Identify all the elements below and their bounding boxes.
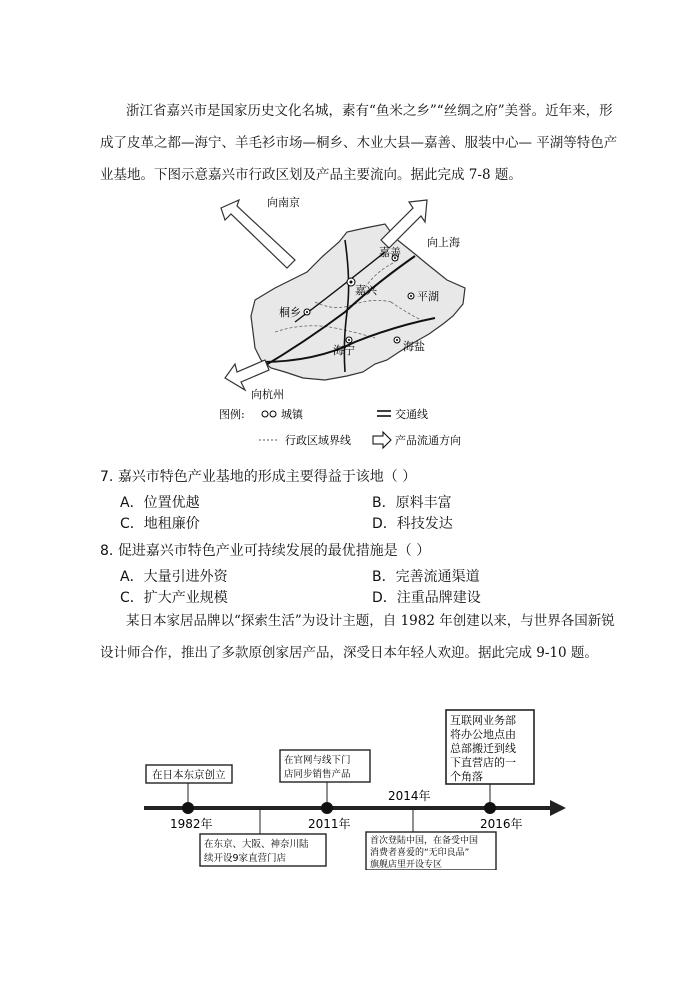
label-hangzhou: 向杭州 bbox=[251, 388, 284, 401]
legend-flow-icon bbox=[373, 432, 391, 448]
q7-option-b: B．原料丰富 bbox=[372, 495, 452, 511]
event-2011-line2: 店同步销售产品 bbox=[284, 769, 351, 780]
jiaxing-map bbox=[215, 192, 495, 450]
label-shanghai: 向上海 bbox=[427, 236, 460, 249]
intro2-paragraph: 某日本家居品牌以“探索生活”为设计主题，自 1982 年创建以来，与世界各国新锐设计师合作，推出了多款原创家居产品，深受日本年轻人欢迎。据此完成 9-10 题。 bbox=[100, 613, 615, 661]
town-jiaxing: 嘉兴 bbox=[355, 284, 377, 297]
town-jiashan: 嘉善 bbox=[379, 246, 401, 259]
event-sub-line1: 在东京、大阪、神奈川陆 bbox=[204, 839, 309, 850]
event-2016-line3: 总部搬迁到线 bbox=[450, 742, 516, 755]
legend-boundary: 行政区域界线 bbox=[285, 434, 351, 447]
legend-flow: 产品流通方向 bbox=[395, 434, 461, 447]
legend-road-icon bbox=[377, 411, 391, 416]
question-text: 嘉兴市特色产业基地的形成主要得益于该地（ ） bbox=[117, 469, 417, 485]
q7-option-c: C．地租廉价 bbox=[120, 516, 200, 532]
event-2016-line1: 互联网业务部 bbox=[450, 714, 516, 727]
town-haining: 海宁 bbox=[333, 344, 355, 357]
event-2011-line1: 在官网与线下门 bbox=[284, 755, 351, 766]
year-1982: 1982年 bbox=[170, 817, 213, 831]
legend-town: 城镇 bbox=[281, 408, 303, 421]
legend-title: 图例: bbox=[219, 408, 245, 421]
year-2014: 2014年 bbox=[388, 789, 431, 803]
town-pinghu: 平湖 bbox=[417, 290, 439, 303]
intro-paragraph: 浙江省嘉兴市是国家历史文化名城，素有“鱼米之乡”“丝绸之府”美誉。近年来，形成了皮革之都—海宁、羊毛衫市场—桐乡、木业大县—嘉善、服装中心— 平湖等特色产业基地。下图示意嘉兴市行政区划及产品主要流向。据此完成 7-8 题。 bbox=[100, 103, 618, 183]
q8-option-c: C．扩大产业规模 bbox=[120, 590, 228, 606]
arrow-shanghai bbox=[381, 200, 427, 248]
marker-2011 bbox=[321, 802, 333, 814]
marker-2016 bbox=[484, 802, 496, 814]
event-2014-line2: 消费者喜爱的“无印良品” bbox=[370, 848, 470, 858]
q7-option-d: D．科技发达 bbox=[372, 516, 453, 532]
legend-town-icon bbox=[262, 411, 268, 417]
q8-option-b: B．完善流通渠道 bbox=[372, 569, 480, 585]
marker-1982 bbox=[182, 802, 194, 814]
timeline-arrow-head bbox=[550, 800, 566, 816]
arrow-hangzhou bbox=[225, 360, 269, 390]
question-number: 8. bbox=[100, 543, 114, 559]
question-text: 促进嘉兴市特色产业可持续发展的最优措施是（ ） bbox=[117, 543, 431, 559]
brand-timeline bbox=[130, 700, 570, 870]
year-2011: 2011年 bbox=[308, 817, 351, 831]
event-2014-line1: 首次登陆中国，在备受中国 bbox=[370, 836, 479, 846]
question-7 bbox=[100, 466, 600, 486]
event-2014-line3: 旗舰店里开设专区 bbox=[370, 860, 443, 870]
label-nanjing: 向南京 bbox=[267, 196, 300, 209]
event-1982: 在日本东京创立 bbox=[152, 769, 226, 781]
question-8 bbox=[100, 540, 600, 560]
town-tongxiang: 桐乡 bbox=[279, 306, 301, 319]
event-sub-line2: 续开设9家直营门店 bbox=[204, 853, 287, 864]
q8-option-d: D．注重品牌建设 bbox=[372, 590, 481, 606]
legend-road: 交通线 bbox=[395, 408, 428, 421]
event-2016-line4: 下直营店的一 bbox=[450, 756, 516, 769]
event-2016-line2: 将办公地点由 bbox=[450, 728, 516, 741]
year-2016: 2016年 bbox=[480, 817, 523, 831]
town-haiyan: 海盐 bbox=[403, 340, 425, 353]
question-number: 7. bbox=[100, 469, 114, 485]
q8-option-a: A．大量引进外资 bbox=[120, 569, 228, 585]
arrow-nanjing bbox=[221, 200, 295, 268]
event-2016-line5: 个角落 bbox=[450, 770, 483, 783]
q7-option-a: A．位置优越 bbox=[120, 495, 200, 511]
